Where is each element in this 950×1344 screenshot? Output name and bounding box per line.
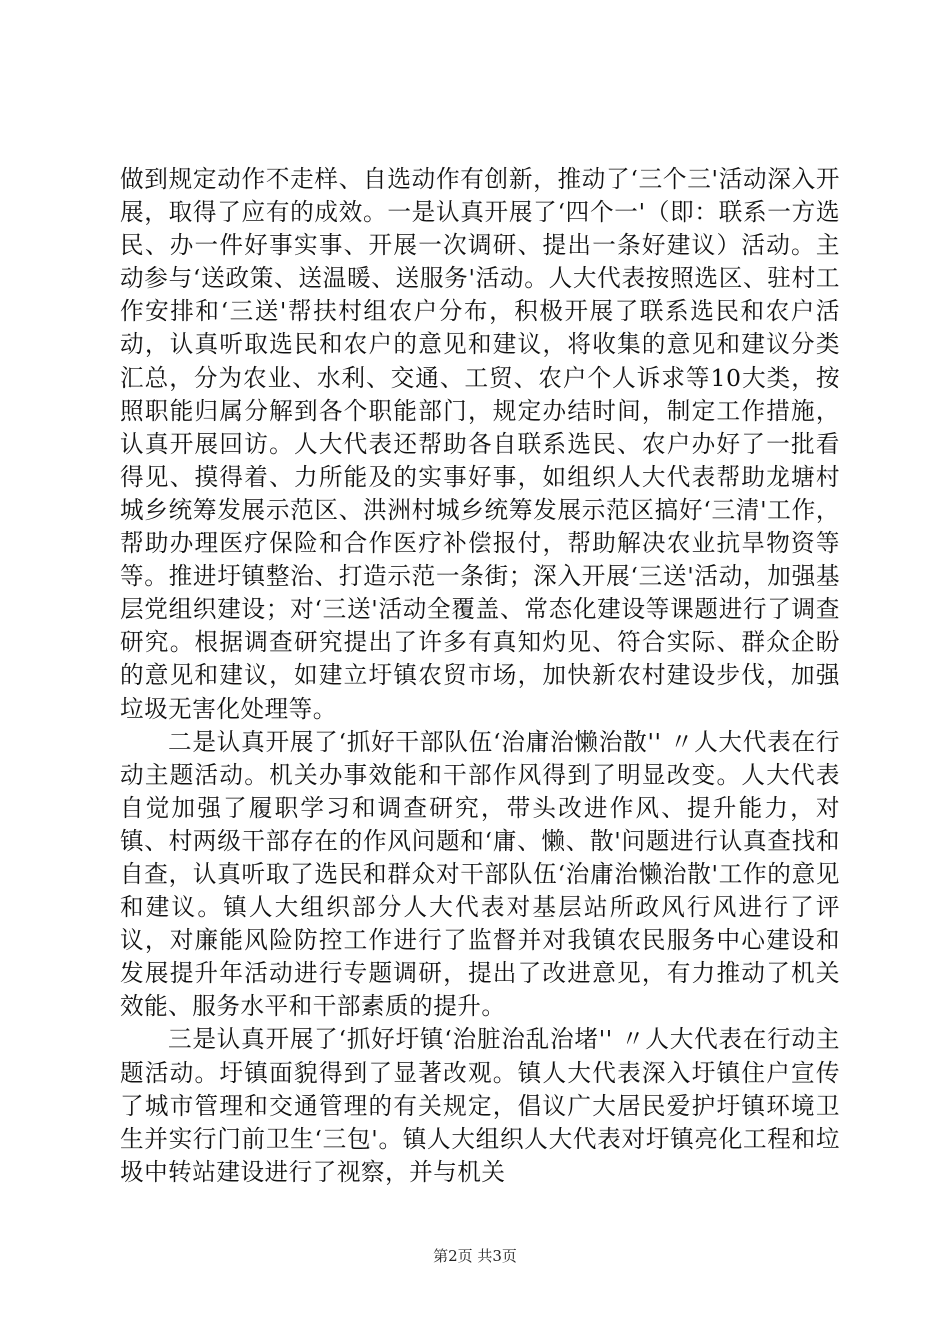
body-paragraph-2: 二是认真开展了‘抓好干部队伍‘治庸治懒治散'' 〃人大代表在行动主题活动。机关办事效能和干部作风得到了明显改变。人大代表自觉加强了履职学习和调查研究，带头改进作风、提升能力，对镇、村两级干部存在的作风问题和‘庸、懒、散'问题进行认真查找和自查，认真听取了选民和群众对干部队伍‘治庸治懒治散'工作的意见和建议。镇人大组织部分人大代表对基层站所政风行风进行了评议，对廉能风险防控工作进行了监督并对我镇农民服务中心建设和发展提升年活动进行专题调研，提出了改进意见，有力推动了机关效能、服务水平和干部素质的提升。	[120, 727, 840, 1021]
body-paragraph-1: 做到规定动作不走样、自选动作有创新，推动了‘三个三'活动深入开展，取得了应有的成效。一是认真开展了‘四个一'（即：联系一方选民、办一件好事实事、开展一次调研、提出一条好建议）活动。主动参与‘送政策、送温暖、送服务'活动。人大代表按照选区、驻村工作安排和‘三送'帮扶村组农户分布，积极开展了联系选民和农户活动，认真听取选民和农户的意见和建议，将收集的意见和建议分类汇总，分为农业、水利、交通、工贸、农户个人诉求等10大类，按照职能归属分解到各个职能部门，规定办结时间，制定工作措施，认真开展回访。人大代表还帮助各自联系选民、农户办好了一批看得见、摸得着、力所能及的实事好事，如组织人大代表帮助龙塘村城乡统筹发展示范区、洪洲村城乡统筹发展示范区搞好‘三清'工作，帮助办理医疗保险和合作医疗补偿报付，帮助解决农业抗旱物资等等。推进圩镇整治、打造示范一条街；深入开展‘三送'活动，加强基层党组织建设；对‘三送'活动全覆盖、常态化建设等课题进行了调查研究。根据调查研究提出了许多有真知灼见、符合实际、群众企盼的意见和建议，如建立圩镇农贸市场，加快新农村建设步伐，加强垃圾无害化处理等。	[120, 165, 840, 723]
page-number-footer: 第2页 共3页	[433, 1247, 517, 1265]
document-body	[120, 163, 840, 1189]
body-paragraph-3: 三是认真开展了‘抓好圩镇‘治脏治乱治堵'' 〃人大代表在行动主题活动。圩镇面貌得到了显著改观。镇人大代表深入圩镇住户宣传了城市管理和交通管理的有关规定，倡议广大居民爱护圩镇环境卫生并实行门前卫生‘三包'。镇人大组织人大代表对圩镇亮化工程和垃圾中转站建设进行了视察，并与机关	[120, 1025, 840, 1186]
